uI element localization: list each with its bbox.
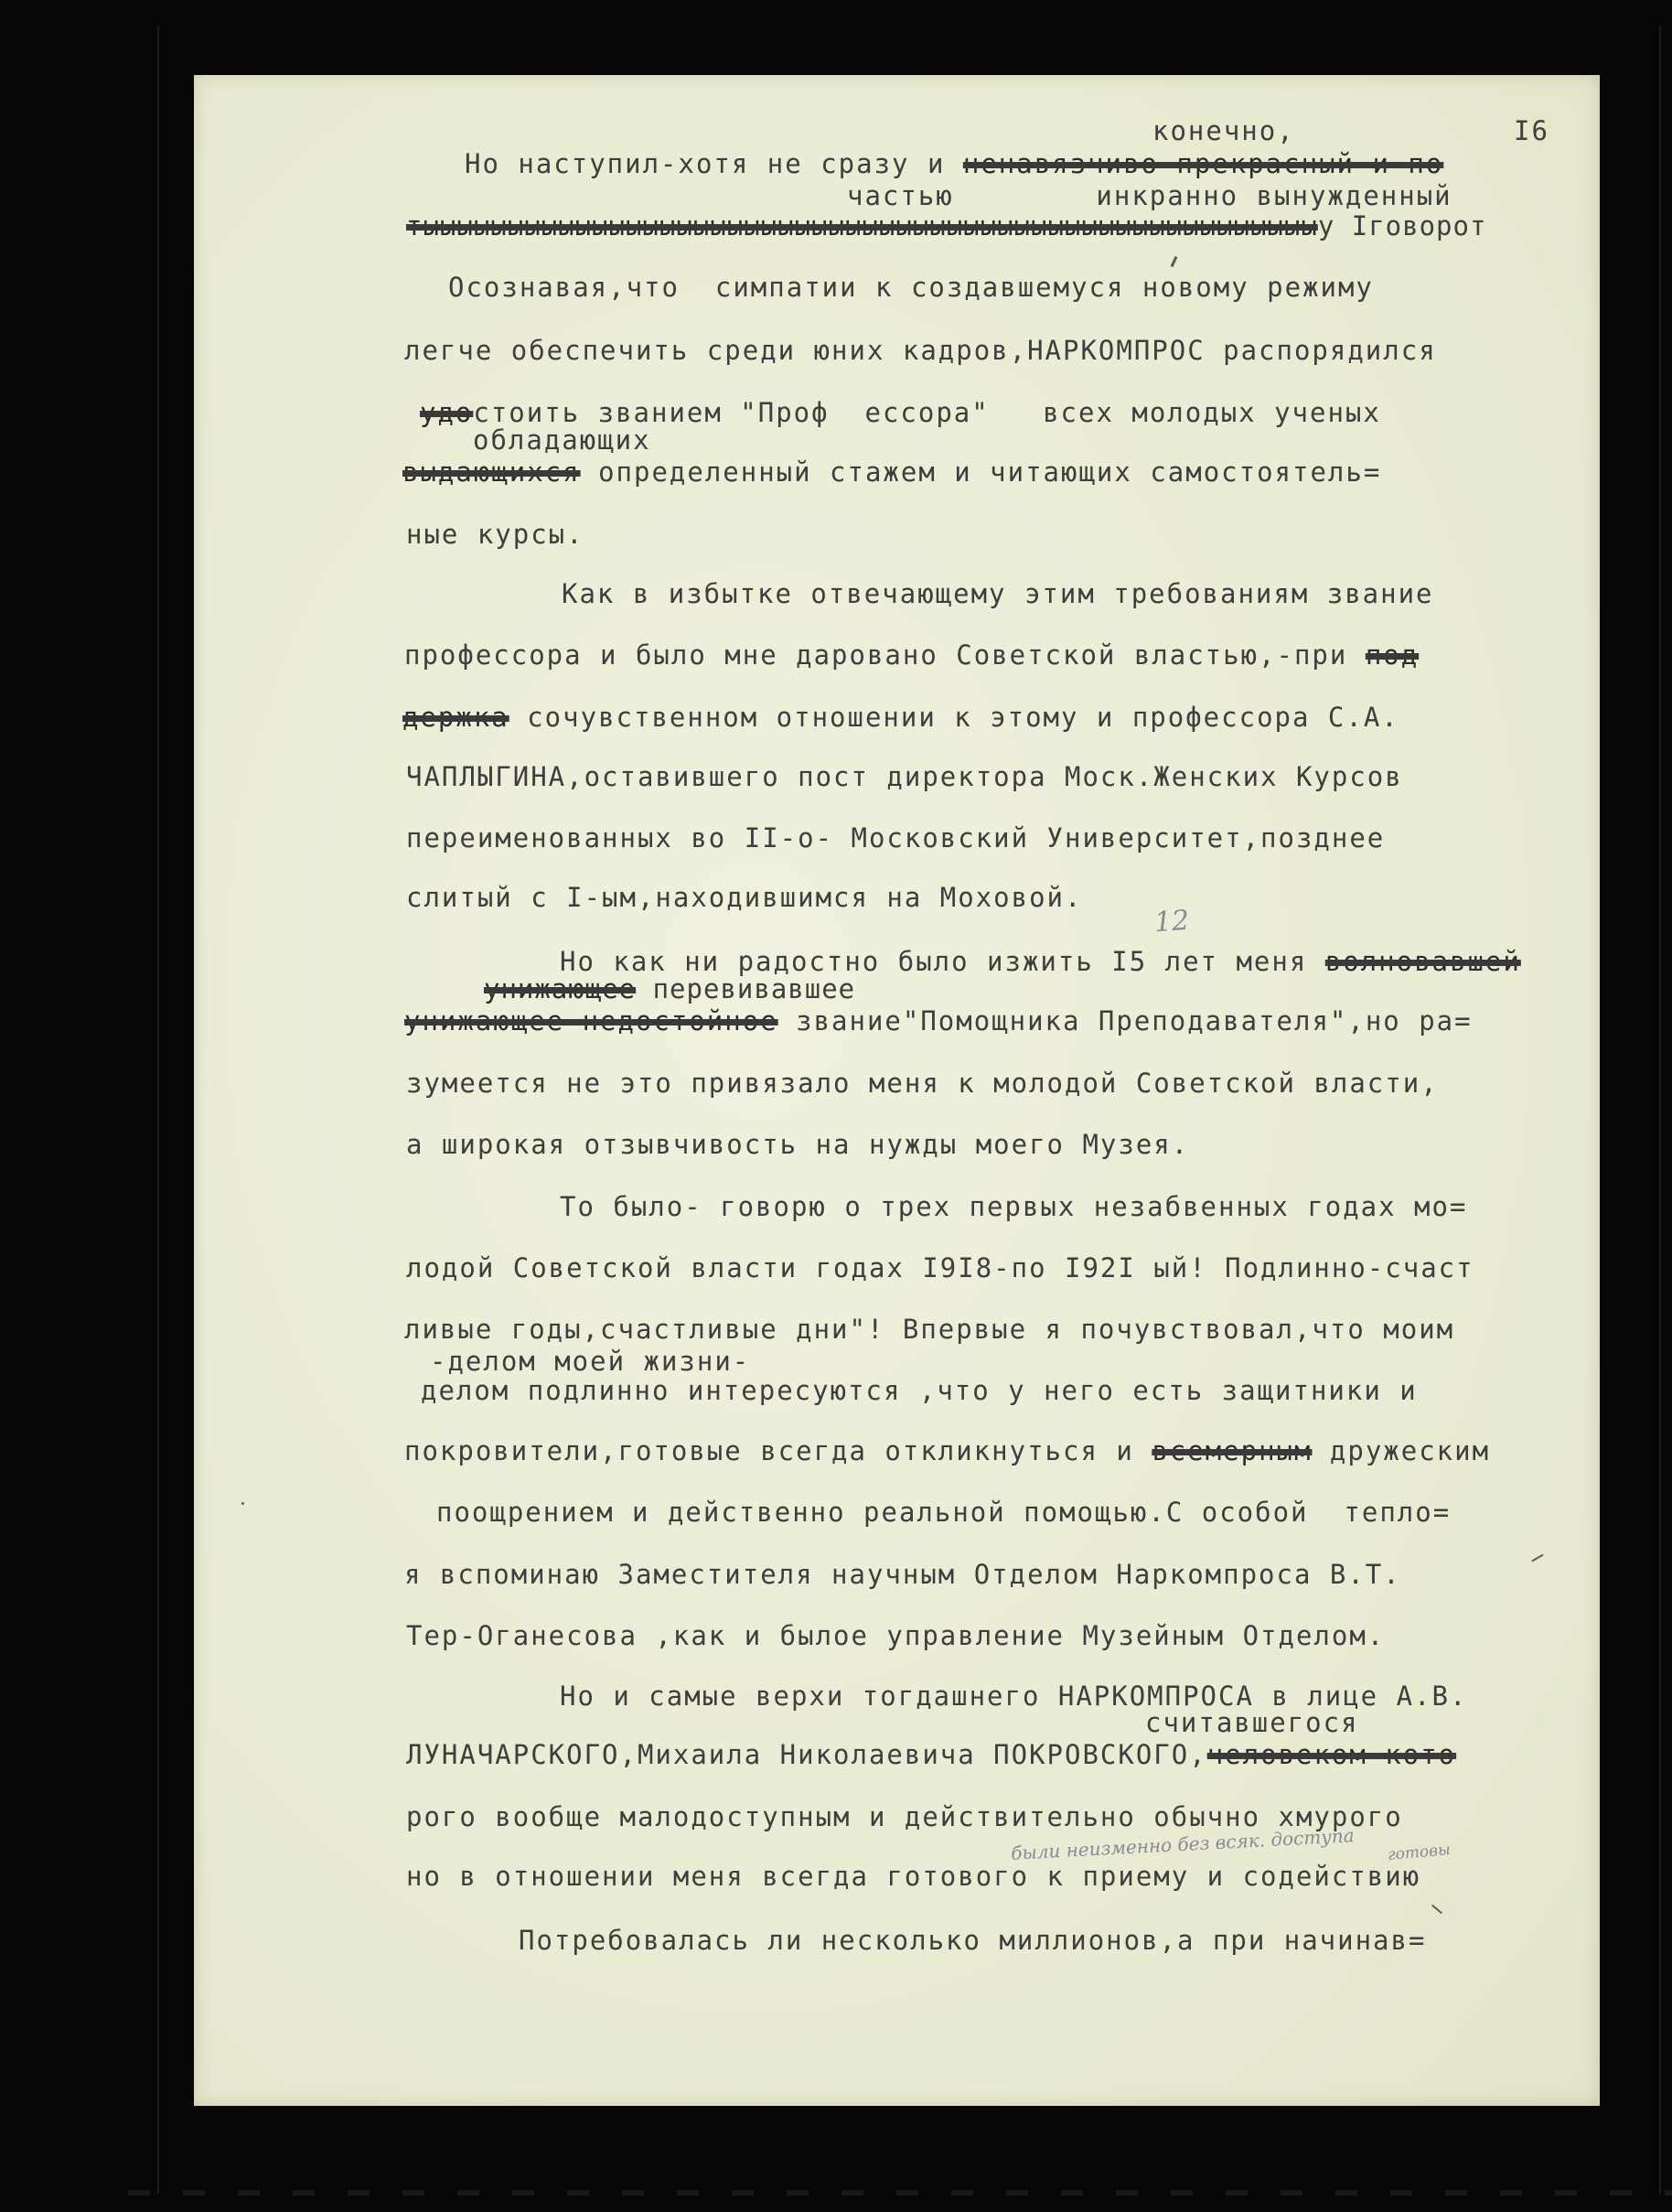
line-text: делом подлинно интересуются ,что у него есть защитники и (421, 1375, 1418, 1406)
struck-text: унижающее (484, 973, 637, 1004)
line-text: зумеется не это привязало меня к молодой Советской власти, (406, 1068, 1439, 1099)
typed-line (406, 822, 1386, 854)
line-text: покровители,готовые всегда откликнуться и (404, 1435, 1152, 1466)
typed-line (406, 1863, 1420, 1890)
typed-insert-line (847, 180, 1452, 211)
line-text: у Iговорот (1317, 210, 1487, 242)
typed-line (421, 1375, 1418, 1406)
pencil-mark (1171, 256, 1178, 267)
line-text: дружеским (1312, 1435, 1491, 1466)
line-text: Осознавая,что симпатии к создавшемуся новому режиму (448, 272, 1374, 303)
typed-line (406, 1801, 1403, 1832)
typed-line (519, 1927, 1426, 1954)
struck-text: тыыыыыыыыыыыыыыыыыыыыыыыыыыыыыыыыыыыыыыыыыыыыыыыыыыыыы (406, 210, 1318, 242)
typed-line (406, 210, 1487, 242)
line-text: Потребовалась ли несколько миллионов,а при начинав= (519, 1925, 1427, 1956)
insert-text: частью инкранно вынужденный (847, 180, 1452, 211)
insert-text: -делом моей жизни- (430, 1346, 751, 1377)
page-header-insert: конечно, (1152, 115, 1295, 146)
typed-line (404, 639, 1420, 671)
typed-line (560, 1680, 1468, 1712)
typed-line (406, 761, 1403, 792)
typed-insert-line (473, 424, 651, 456)
typed-line (465, 148, 1444, 179)
line-text: звание"Помощника Преподавателя",но ра= (777, 1005, 1473, 1036)
typed-line (406, 1070, 1439, 1097)
typed-line (406, 521, 584, 548)
line-text: ЧАПЛЫГИНА,оставившего пост директора Моск.Женских Курсов (406, 761, 1403, 792)
typed-line (404, 335, 1437, 366)
pencil-mark (1431, 1905, 1442, 1915)
struck-text: ненавязчиво-прекрасный и по (962, 148, 1444, 179)
pencil-mark (1531, 1554, 1543, 1562)
typed-line (436, 1499, 1451, 1526)
typed-line (560, 946, 1521, 977)
line-text: определенный стажем и читающих самостоятель= (580, 456, 1382, 488)
pencil-mark (241, 1502, 244, 1505)
typed-line (402, 456, 1382, 488)
typed-insert-line (1145, 1707, 1359, 1738)
line-text: рого вообще малодоступным и действительно обычно хмурого (406, 1801, 1403, 1832)
line-text: слитый с I-ым,находившимся на Моховой. (406, 882, 1083, 913)
line-text: Как в избытке отвечающему этим требованиям звание (562, 578, 1434, 609)
typed-line (406, 1129, 1190, 1160)
typed-line (404, 1005, 1473, 1036)
insert-text: перевивавшее (636, 973, 856, 1004)
insert-text: считавшегося (1145, 1707, 1359, 1738)
handwritten-note: готовы (1387, 1841, 1452, 1864)
typed-line (404, 1316, 1454, 1343)
line-text: я вспоминаю Заместителя научным Отделом Наркомпроса В.Т. (404, 1559, 1401, 1590)
line-text: стоить званием "Проф ессора" всех молодых ученых (473, 397, 1381, 428)
line-text: Но и самые верхи тогдашнего НАРКОМПРОСА в лице А.В. (560, 1680, 1468, 1712)
typed-line (406, 1620, 1386, 1651)
line-text: поощрением и действенно реальной помощью.С особой тепло= (436, 1497, 1452, 1528)
film-frame-edge (128, 2190, 1672, 2196)
typed-line (404, 1559, 1401, 1590)
line-text: но в отношении меня всегда готового к приему и содействию (406, 1861, 1421, 1892)
struck-text: держка (402, 702, 509, 733)
line-text: Тер-Оганесова ,как и былое управление Музейным Отделом. (406, 1620, 1386, 1651)
typed-line (448, 274, 1374, 301)
typed-line (560, 1191, 1468, 1222)
line-text: легче обеспечить среди юних кадров,НАРКОМПРОС распорядился (404, 335, 1437, 366)
typed-insert-line (484, 973, 856, 1004)
struck-text: человеком кото (1206, 1739, 1457, 1770)
line-text: Но как ни радостно было изжить I5 лет меня (560, 946, 1325, 977)
line-text: профессора и было мне даровано Советской властью,-при (404, 639, 1366, 671)
line-text: сочувственном отношении к этому и профессора С.А. (509, 702, 1399, 733)
handwritten-number: 12 (1152, 904, 1191, 940)
line-text: лодой Советской власти годах I9I8-по I92I ый! Подлинно-счаст (406, 1252, 1474, 1283)
struck-text: под (1365, 639, 1420, 671)
line-text: а широкая отзывчивость на нужды моего Музея. (406, 1129, 1190, 1160)
typed-line (402, 704, 1399, 731)
struck-text: выдающихся (402, 456, 581, 488)
struck-text: всемерным (1152, 1435, 1313, 1466)
struck-text: волновавшей (1324, 946, 1521, 977)
typed-line (404, 1435, 1491, 1466)
typed-line (406, 882, 1083, 913)
line-text: переименованных во II-о- Московский Университет,позднее (406, 822, 1386, 854)
line-text: То было- говорю о трех первых незабвенных годах мо= (560, 1191, 1468, 1222)
line-text: ЛУНАЧАРСКОГО,Михаила Николаевича ПОКРОВСКОГО, (406, 1739, 1207, 1770)
line-text: ливые годы,счастливые дни"! Впервые я почувствовал,что моим (404, 1314, 1455, 1345)
line-text: ные курсы. (406, 519, 584, 550)
typed-line (420, 397, 1381, 428)
typed-line (562, 578, 1434, 609)
typed-line (406, 1252, 1474, 1283)
typed-insert-line (430, 1348, 750, 1375)
handwritten-note: были неизменно без всяк. доступа (1010, 1824, 1356, 1864)
document-page (194, 75, 1600, 2106)
insert-text: обладающих (473, 424, 651, 456)
line-text: Но наступил-хотя не сразу и (465, 148, 963, 179)
page-number: I6 (1514, 115, 1549, 146)
typed-line (406, 1739, 1457, 1770)
struck-text: унижающее недостойное (404, 1005, 778, 1036)
struck-text: удо (420, 397, 474, 428)
